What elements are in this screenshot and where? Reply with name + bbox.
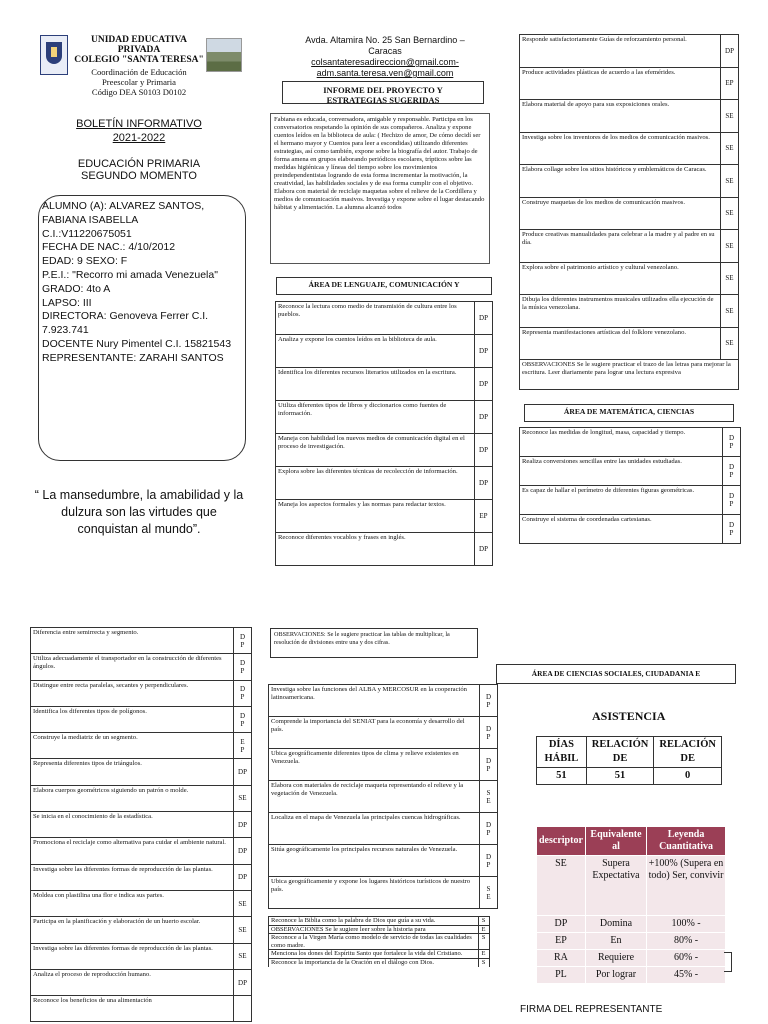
table-row [31,759,252,785]
legend-cell: +100% (Supera en todo) Ser, convivir [647,856,726,916]
table-row [269,685,498,717]
indicator-text: Sitúa geográficamente los principales recursos naturales de Venezuela. [269,845,480,877]
school-name-line2: PRIVADA [117,45,161,55]
grade-letter: D [239,632,246,641]
indicator-text: Investiga sobre las diferentes formas de reproducción de las plantas. [31,943,234,969]
indicator-text: Utiliza adecuadamente el transportador en la construcción de diferentes ángulos. [31,654,234,680]
school-coordination [70,67,208,97]
grade-letter: P [729,471,734,479]
table-row [31,706,252,732]
indicator-text: Reconoce diferentes vocablos y frases en inglés. [276,533,475,566]
informe-title [282,81,484,104]
grade-letter: P [240,640,245,649]
grade-cell: SE [721,327,739,360]
indicator-text: Responde satisfactoriamente Guías de reforzamiento personal. [520,35,721,68]
grade-cell: DP [475,302,493,335]
grade-cell [234,996,252,1022]
indicator-text: Maneja los aspectos formales y las normas para redactar textos. [276,500,475,533]
grade-letter: P [240,745,245,754]
grade-cell [480,749,498,781]
table-row [520,35,739,68]
grade-cell [723,457,741,486]
table-row [31,943,252,969]
grade-letter: SE [238,925,247,934]
grade-cell: DP [475,401,493,434]
grade-cell [234,838,252,864]
overlapping-religion-rows [268,916,490,1024]
legend-cell: Por lograr [585,967,646,984]
bracket-mark [724,952,732,972]
grade-cell [234,812,252,838]
student-line: REPRESENTANTE: ZARAHI SANTOS [42,351,224,364]
table-row [31,969,252,995]
grade-cell [480,877,498,909]
grade-cell [234,759,252,785]
table-row [276,500,493,533]
indicator-text: Investiga sobre los inventores de los medios de comunicación masivos. [520,132,721,165]
legend-cell: Requiere [585,950,646,967]
grade-cell [234,864,252,890]
grade-cell: SE [721,295,739,328]
coord-line1: Coordinación de Educación [91,67,187,77]
indicator-text: Promociona el reciclaje como alternativa para cuidar el ambiente natural. [31,838,234,864]
table-row [520,197,739,230]
legend-header: descriptor [537,827,586,856]
table-row [520,486,741,515]
table-row [269,813,498,845]
asistencia-header: RELACIÓN DE [586,737,654,768]
address-line2: Caracas [368,46,402,56]
narrative-text: Fabiana es educada, conversadora, amigable y responsable. Participa en los conversatorios respetando la opinión de sus compañeros. Analiza y expone cuentos leídos en la biblioteca de aula: ( Hechizo de amor, De cómo decidí ser el hermano mayor y Cuentos para leer a escondidas) utilizando diferentes estrategias, así como también, expone sobre la biografía del autor. Trabajo de forma amena en grupos elaborando periódicos escolares, trípticos sobre las medidas higiénicas y líneas del tiempo sobre los movimientos preindependentistas logrando de esta forma incrementar la motivación, la creatividad, las habilidades sociales y de esa forma cumplir con el objetivo. Elabora con material de reciclaje maquetas sobre el relieve de la Cordillera y medios de comunicación masivos. Investiga y expone sobre el lugar destacando hábitat y alimentación. La alumna alcanzó todos [270,113,490,264]
legend-cell: 60% - [647,950,726,967]
grade-letter: D [485,692,492,701]
grade-letter: D [728,463,735,471]
table-row [31,864,252,890]
sociales-table [268,684,498,909]
school-name-line1: UNIDAD EDUCATIVA [91,35,187,45]
legend-cell: 100% - [647,916,726,933]
table-row [276,335,493,368]
grade-letter: S [478,934,488,949]
grade-cell: SE [721,100,739,133]
indicator-text: Utiliza diferentes tipos de libros y diccionarios como fuentes de información. [276,401,475,434]
grade-cell [480,813,498,845]
area-sociales-title: ÁREA DE CIENCIAS SOCIALES, CIUDADANIA E [496,664,736,684]
informe-line1: INFORME DEL PROYECTO Y [323,85,443,95]
indicator-text: Analiza el proceso de reproducción humano. [31,969,234,995]
grade-letter: E [486,892,491,901]
grade-cell [234,706,252,732]
overlay-text: Reconoce a la Virgen María como modelo de servicio de todas las cualidades como madre. [271,934,472,949]
asistencia-table [536,736,722,785]
legend-cell: En [585,933,646,950]
legend-cell: Domina [585,916,646,933]
table-row [276,467,493,500]
table-row [520,457,741,486]
quote: “ La mansedumbre, la amabilidad y la dulzura son las virtudes que conquistan al mundo”. [34,488,244,536]
indicator-text: Representa diferentes tipos de triángulos. [31,759,234,785]
table-row [276,302,493,335]
indicator-text: Participa en la planificación y elaboración de un huerto escolar. [31,917,234,943]
overlay-text: Reconoce la Biblia como la palabra de Dios que guía a su vida. [271,917,436,924]
grade-cell [480,845,498,877]
school-photo [206,38,242,72]
student-line: LAPSO: III [42,296,92,309]
indicator-text: Maneja con habilidad los nuevos medios de comunicación digital en el proceso de investigación. [276,434,475,467]
area-lenguaje-title: ÁREA DE LENGUAJE, COMUNICACIÓN Y [276,277,492,295]
grade-cell [234,917,252,943]
table-row [520,67,739,100]
address-line1: Avda. Altamira No. 25 San Bernardino – [305,35,465,45]
student-line: FECHA DE NAC.: 4/10/2012 [42,241,176,254]
table-row [269,717,498,749]
table-row [31,733,252,759]
grade-cell [234,628,252,654]
grade-cell: DP [721,35,739,68]
school-name-line3: COLEGIO "SANTA TERESA" [74,55,204,65]
table-row [31,654,252,680]
indicator-text: Reconoce la lectura como medio de transmisión de cultura entre los pueblos. [276,302,475,335]
grade-letter: D [728,521,735,529]
indicator-text: Investiga sobre las funciones del ALBA y MERCOSUR en la cooperación latinoamericana. [269,685,480,717]
grade-letter: P [240,666,245,675]
coord-line2: Preescolar y Primaria [102,77,176,87]
grade-letter: E [478,950,488,958]
grade-cell: DP [475,533,493,566]
grade-cell: SE [721,165,739,198]
grade-letter: D [728,434,735,442]
grade-letter: D [239,711,246,720]
table-row [520,515,741,544]
table-row [31,996,252,1022]
observations-math: OBSERVACIONES: Se le sugiere practicar las tablas de multiplicar, la resolución de divisiones entre una y dos cifras. [270,628,478,658]
grade-cell [480,717,498,749]
grade-letter: D [728,492,735,500]
overlay-row [268,916,490,925]
asistencia-value: 51 [586,768,654,785]
legend-header: Equivalente al [585,827,646,856]
grade-letter: DP [238,873,247,882]
indicator-text: Moldea con plastilina una flor e indica sus partes. [31,890,234,916]
asistencia-value: 0 [654,768,722,785]
firma-representante: FIRMA DEL REPRESENTANTE [520,1004,663,1015]
level-line2: SEGUNDO MOMENTO [81,170,197,182]
informe-line2: ESTRATEGIAS SUGERIDAS [326,95,440,104]
grade-cell: SE [721,197,739,230]
grade-cell [234,785,252,811]
indicator-text: Es capaz de hallar el perímetro de diferentes figuras geométricas. [520,486,723,515]
table-row [269,877,498,909]
student-line: GRADO: 4to A [42,282,111,295]
table-row [31,628,252,654]
table-row [31,838,252,864]
indicator-text: Representa manifestaciones artísticas del folklore venezolano. [520,327,721,360]
grade-cell: SE [721,132,739,165]
asistencia-value: 51 [537,768,587,785]
grade-letter: S [478,917,488,925]
boletin-title [64,117,214,145]
table-row [276,434,493,467]
grade-letter: DP [238,820,247,829]
asistencia-title: ASISTENCIA [592,709,666,723]
indicator-text: Construye la mediatriz de un segmento. [31,733,234,759]
grade-cell: EP [721,67,739,100]
grade-letter: D [239,658,246,667]
grade-letter: P [729,442,734,450]
legend-cell: SE [537,856,586,916]
dea-code: Código DEA S0103 D0102 [91,87,187,97]
indicator-text: Produce creativas manualidades para celebrar a la madre y al padre en su día. [520,230,721,263]
grade-cell: DP [475,467,493,500]
grade-cell [234,654,252,680]
table-row [31,680,252,706]
school-logo [40,35,68,75]
grade-cell [723,428,741,457]
grade-letter: DP [238,768,247,777]
grade-cell [234,680,252,706]
grade-letter: S [486,788,491,797]
table-row [31,890,252,916]
table-row [269,781,498,813]
grade-cell [723,515,741,544]
education-level [64,158,214,182]
grade-cell: DP [475,335,493,368]
table-row [520,295,739,328]
legend-row [537,916,726,933]
grade-letter: D [485,756,492,765]
grade-letter: SE [238,952,247,961]
table-row [520,100,739,133]
overlay-text: OBSERVACIONES Se le sugiere leer sobre la historia para [271,925,426,933]
grade-cell [234,969,252,995]
table-row [276,401,493,434]
indicator-text: Elabora con materiales de reciclaje maqueta representando el relieve y la vegetación de Venezuela. [269,781,480,813]
legend-cell: 80% - [647,933,726,950]
overlay-text: Menciona los dones del Espíritu Santo que fortalece la vida del Cristiano. [271,950,463,958]
overlay-text: Reconoce la importancia de la Oración en el diálogo con Dios. [271,958,434,966]
indicator-text: Localiza en el mapa de Venezuela las principales cuencas hidrográficas. [269,813,480,845]
table-row [520,327,739,360]
lenguaje-table [275,301,493,566]
grade-letter: E [240,737,245,746]
area-matematica-title: ÁREA DE MATEMÁTICA, CIENCIAS [524,404,734,422]
indicator-text: Identifica los diferentes recursos literarios utilizados en la escritura. [276,368,475,401]
table-row [520,230,739,263]
grade-cell [234,733,252,759]
table-row [276,533,493,566]
grade-cell [480,685,498,717]
indicator-text: Comprende la importancia del SENIAT para la economía y desarrollo del país. [269,717,480,749]
asistencia-header-row [537,737,722,768]
grade-letter: P [486,764,491,773]
indicator-text: Explora sobre el patrimonio artístico y cultural venezolano. [520,262,721,295]
grade-letter: S [486,884,491,893]
table-row [276,368,493,401]
grade-letter: D [485,852,492,861]
indicator-text: Elabora material de apoyo para sus exposiciones orales. [520,100,721,133]
grade-letter: DP [238,978,247,987]
grade-letter: S [478,959,488,967]
school-address [276,35,494,79]
email-link-1[interactable]: colsantateresadireccion@gmail.com- [311,57,459,67]
grade-cell [234,943,252,969]
indicator-text: Ubica geográficamente y expone los lugares históricos turísticos de nuestro país. [269,877,480,909]
legend-cell: DP [537,916,586,933]
grade-letter: D [485,820,492,829]
student-line: C.I.:V11220675051 [42,227,132,240]
grade-letter: P [486,700,491,709]
indicator-text: Ubica geográficamente diferentes tipos de clima y relieve existentes en Venezuela. [269,749,480,781]
table-row [520,132,739,165]
observations-text: OBSERVACIONES Se le sugiere practicar el trazo de las letras para mejorar la escritura. Leer diariamente para lograr una lectura expresiva [520,360,739,390]
table-row [520,262,739,295]
legend-header: Leyenda Cuantitativa [647,827,726,856]
legend-row [537,950,726,967]
indicator-text: Identifica los diferentes tipos de polígonos. [31,706,234,732]
student-info-box [38,195,246,461]
indicators-table-right [519,34,739,390]
legend-table [536,826,726,984]
grade-letter: P [240,693,245,702]
grade-letter: DP [238,847,247,856]
grade-letter: E [486,796,491,805]
grade-letter: P [486,732,491,741]
table-row [31,917,252,943]
boletin-title-text: BOLETÍN INFORMATIVO [76,118,202,130]
grade-cell: SE [721,230,739,263]
grade-letter: D [485,724,492,733]
grade-cell: EP [475,500,493,533]
grade-cell [723,486,741,515]
indicator-text: Diferencia entre semirrecta y segmento. [31,628,234,654]
geometry-science-table [30,627,252,1022]
grade-cell [234,890,252,916]
email-link-2[interactable]: adm.santa.teresa.ven@gmail.com [316,68,454,78]
table-row [520,165,739,198]
indicator-text: Realiza conversiones sencillas entre las unidades estudiadas. [520,457,723,486]
asistencia-values-row [537,768,722,785]
grade-cell [480,781,498,813]
grade-cell: SE [721,262,739,295]
indicator-text: Explora sobre las diferentes técnicas de recolección de información. [276,467,475,500]
overlay-row [268,958,490,967]
indicator-text: Reconoce las medidas de longitud, masa, capacidad y tiempo. [520,428,723,457]
grade-letter: P [486,860,491,869]
indicator-text: Elabora cuerpos geométricos siguiendo un patrón o molde. [31,785,234,811]
observations-row [520,360,739,390]
grade-letter: E [478,926,488,934]
legend-row [537,967,726,984]
grade-letter: SE [238,899,247,908]
indicator-text: Analiza y expone los cuentos leídos en la biblioteca de aula. [276,335,475,368]
matematica-table [519,427,741,544]
boletin-year: 2021-2022 [112,132,166,144]
legend-cell: 45% - [647,967,726,984]
grade-letter: D [239,685,246,694]
crest-icon [46,42,62,64]
indicator-text: Dibuja los diferentes instrumentos musicales utilizados ella ejecución de la música venezolana. [520,295,721,328]
grade-letter: SE [238,794,247,803]
overlay-row [268,925,490,934]
asistencia-header: DÍAS HÁBIL [537,737,587,768]
table-row [31,785,252,811]
student-line: FABIANA ISABELLA [42,213,139,226]
student-line: P.E.I.: "Recorro mi amada Venezuela" [42,268,218,281]
student-line: EDAD: 9 SEXO: F [42,255,128,268]
grade-cell: DP [475,434,493,467]
legend-cell: PL [537,967,586,984]
student-line: DIRECTORA: Genoveva Ferrer C.I. [42,310,209,323]
table-row [520,428,741,457]
grade-letter: P [240,719,245,728]
legend-cell: Supera Expectativa [585,856,646,916]
indicator-text: Reconoce los beneficios de una alimentación [31,996,234,1022]
grade-letter: P [486,828,491,837]
indicator-text: Produce actividades plásticas de acuerdo a las efemérides. [520,67,721,100]
indicator-text: Elabora collage sobre los sitios históricos y emblemáticos de Caracas. [520,165,721,198]
overlay-row [268,949,490,958]
legend-header-row [537,827,726,856]
indicator-text: Construye maquetas de los medios de comunicación masivos. [520,197,721,230]
legend-row [537,933,726,950]
grade-letter: P [729,529,734,537]
table-row [31,812,252,838]
student-line: DOCENTE Nury Pimentel C.I. 15821543 [42,337,232,350]
indicator-text: Se inicia en el conocimiento de la estadística. [31,812,234,838]
asistencia-header: RELACIÓN DE [654,737,722,768]
student-line: 7.923.741 [42,324,89,337]
school-name [70,35,208,65]
table-row [269,845,498,877]
student-line: ALUMNO (A): ALVAREZ SANTOS, [42,200,205,212]
grade-cell: DP [475,368,493,401]
indicator-text: Distingue entre recta paralelas, secantes y perpendiculares. [31,680,234,706]
legend-cell: EP [537,933,586,950]
grade-letter: P [729,500,734,508]
indicator-text: Construye el sistema de coordenadas cartesianas. [520,515,723,544]
legend-cell: RA [537,950,586,967]
legend-row [537,856,726,916]
table-row [269,749,498,781]
indicator-text: Investiga sobre las diferentes formas de reproducción de las plantas. [31,864,234,890]
overlay-row [268,933,490,949]
level-line1: EDUCACIÓN PRIMARIA [77,158,201,170]
